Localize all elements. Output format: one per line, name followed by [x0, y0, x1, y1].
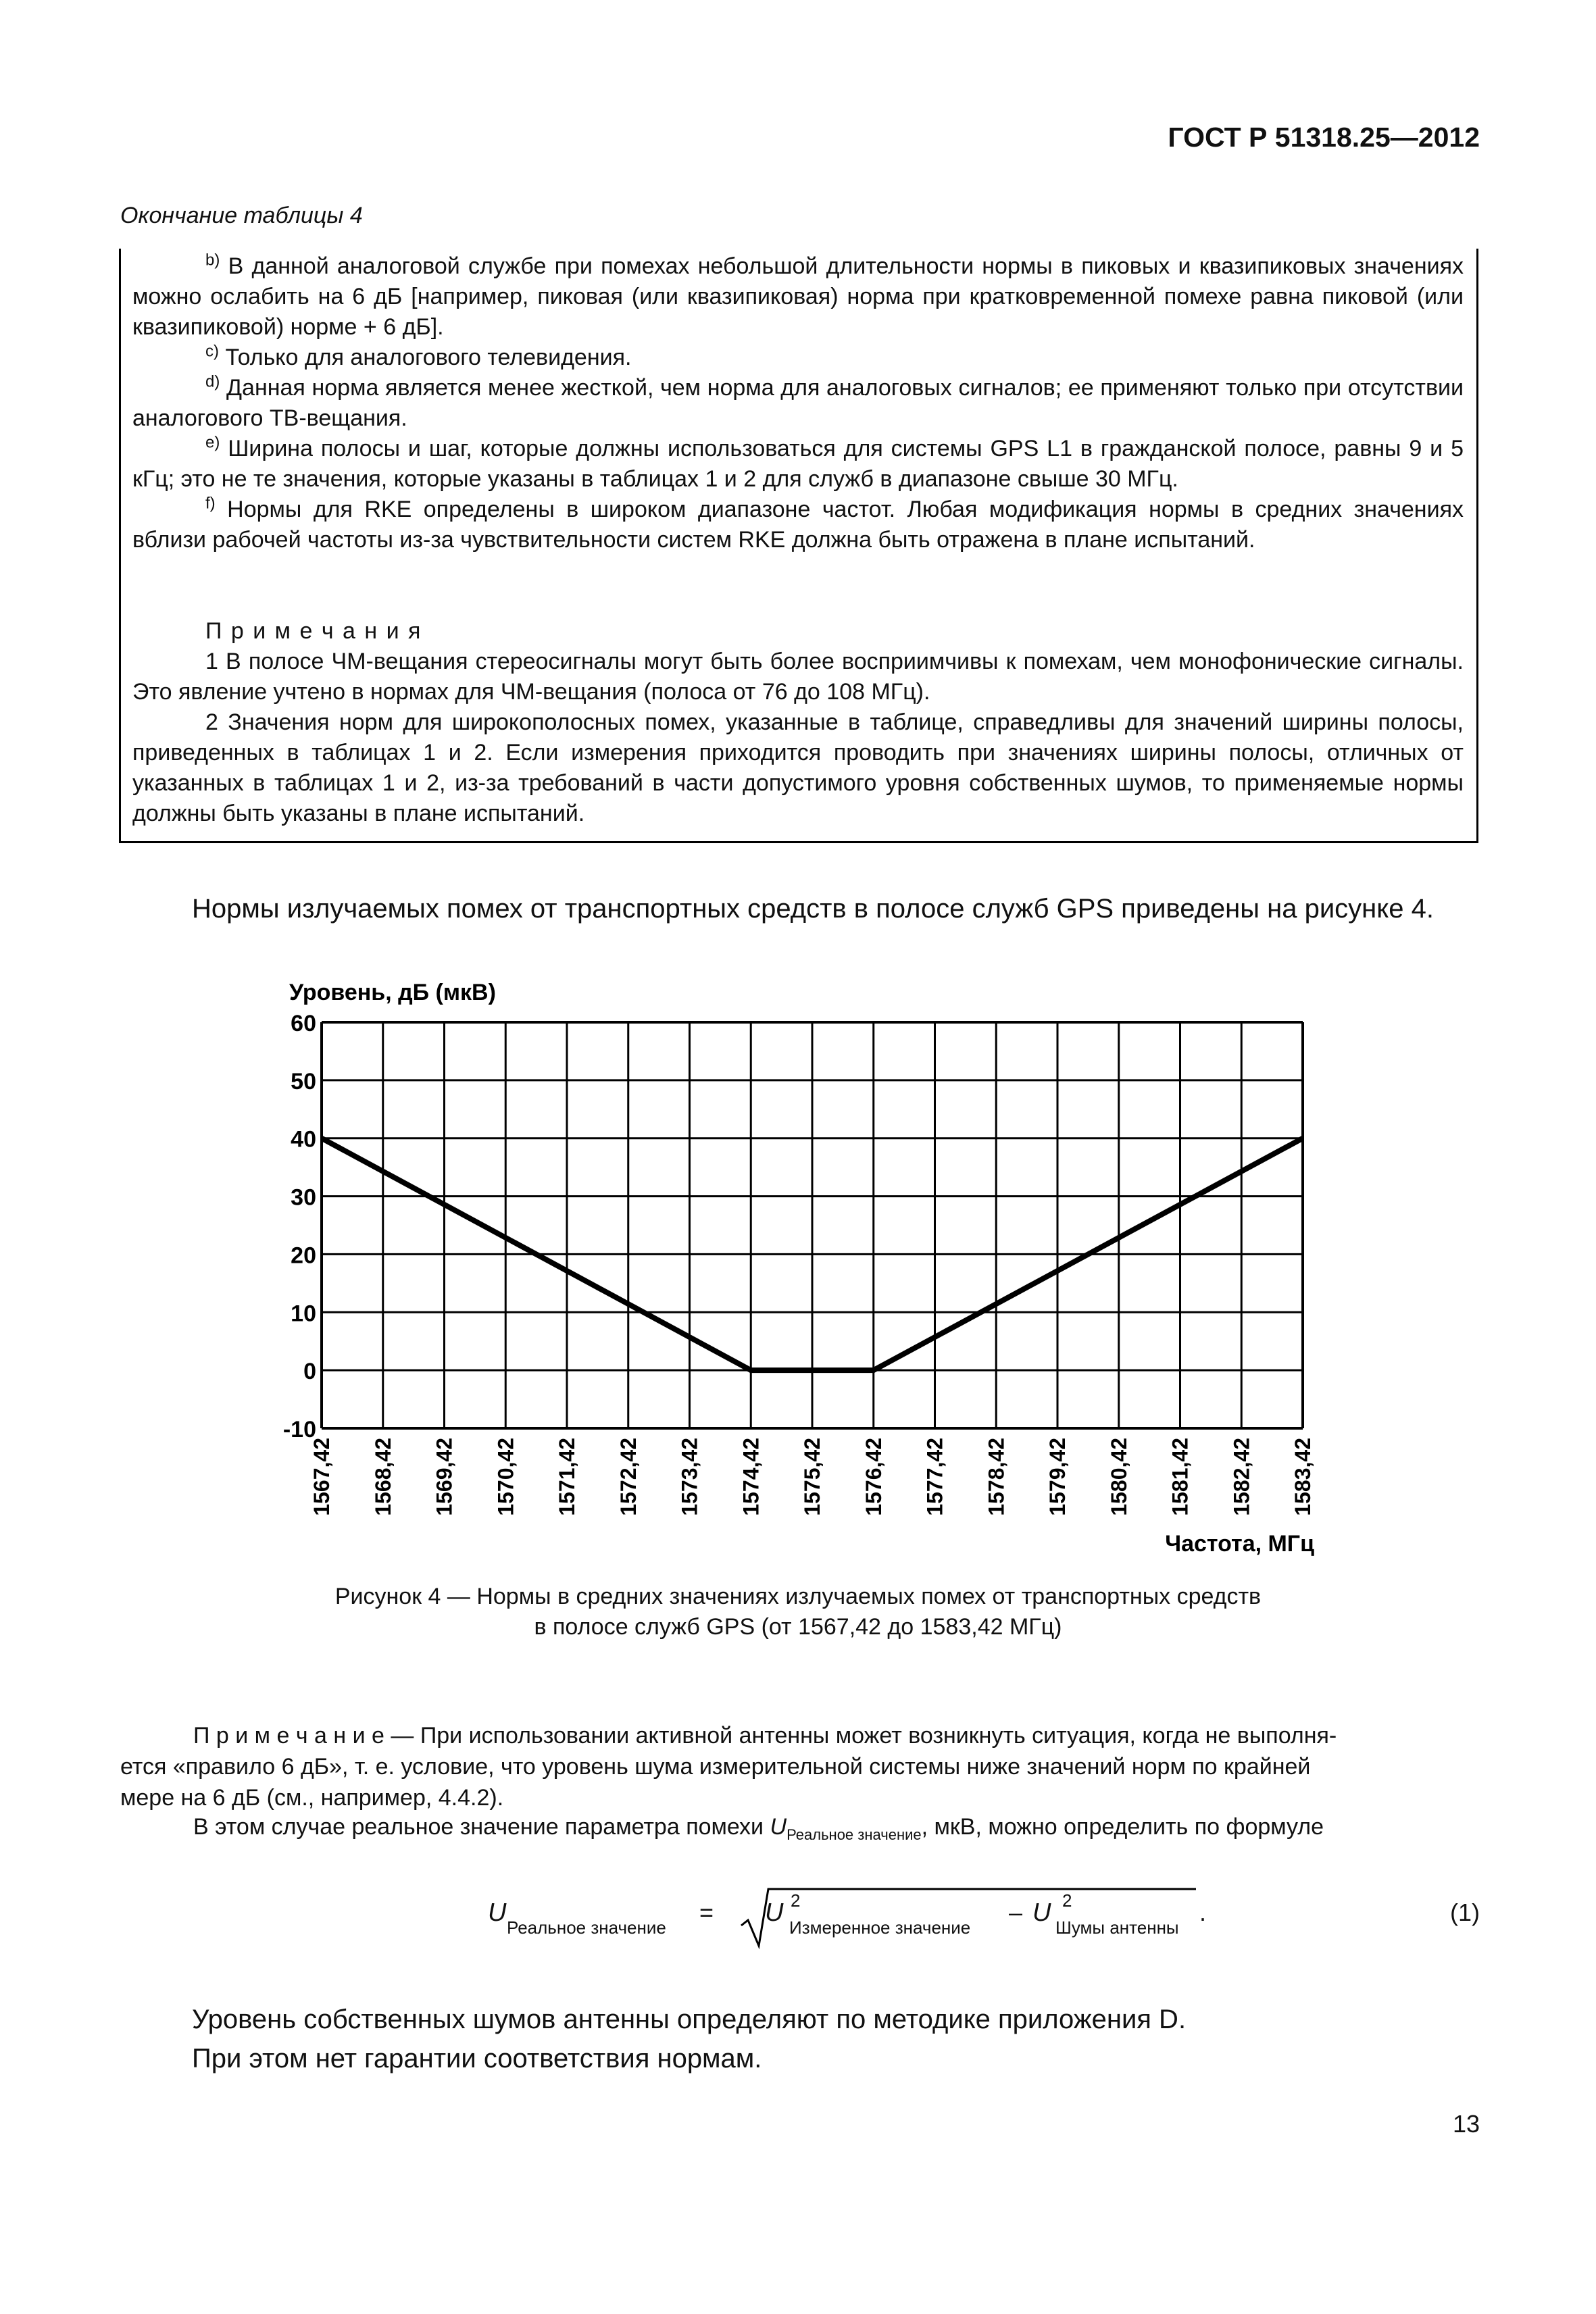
x-tick-label: 1572,42 — [616, 1438, 641, 1516]
x-tick-label: 1578,42 — [984, 1438, 1009, 1516]
closing-line-2: При этом нет гарантии соответствия нормам. — [192, 2044, 762, 2073]
x-tick-label: 1568,42 — [370, 1438, 395, 1516]
formula-lhs-sub: Реальное значение — [507, 1917, 666, 1938]
chart-grid — [322, 1022, 1303, 1428]
x-tick-label: 1580,42 — [1106, 1438, 1131, 1516]
formula-term1-sub: Измеренное значение — [789, 1917, 971, 1938]
formula-minus: – — [1009, 1898, 1023, 1926]
y-tick-labels — [283, 1011, 316, 1442]
y-tick-label: 50 — [291, 1068, 316, 1095]
x-axis-label: Частота, МГц — [1165, 1531, 1314, 1557]
x-tick-label: 1567,42 — [309, 1438, 334, 1516]
closing-text — [192, 2000, 1476, 2078]
note-2: 2 Значения норм для широкополосных помех, указанные в таблице, справедливы для значений ширины полосы, приведенных в таблицах 1 и 2. Если измерения приходится проводить при значениях ширины полосы, отличных от указанных в таблицах 1 и 2, из-за требований в части допустимого уровня собственных шумов, то применяемые нормы должны быть указаны в плане испытаний. — [132, 709, 1464, 826]
x-tick-label: 1582,42 — [1229, 1438, 1254, 1516]
y-tick-label: 60 — [291, 1011, 316, 1036]
x-tick-label: 1571,42 — [555, 1438, 579, 1516]
note-line-1: П р и м е ч а н и е — При использовании активной антенны может возникнуть ситуация, когда не выполня- — [193, 1723, 1337, 1749]
x-tick-label: 1583,42 — [1291, 1438, 1315, 1516]
formula-term2-sup: 2 — [1062, 1890, 1072, 1911]
formula-number: (1) — [1450, 1898, 1480, 1926]
y-axis-label: Уровень, дБ (мкВ) — [289, 980, 496, 1005]
table-continuation-label: Окончание таблицы 4 — [120, 203, 363, 228]
note-line-3: мере на 6 дБ (см., например, 4.4.2). — [120, 1785, 504, 1811]
intro-text: Нормы излучаемых помех от транспортных средств в полосе служб GPS приведены на рисунке 4. — [192, 894, 1434, 924]
closing-line-1: Уровень собственных шумов антенны определяют по методике приложения D. — [192, 2005, 1187, 2034]
x-tick-label: 1579,42 — [1045, 1438, 1070, 1516]
footnote-d: $^{d)}$ Данная норма является менее жесткой, чем норма для аналоговых сигналов; ее применяют только при отсутствии аналогового ТВ-вещания. — [132, 372, 1464, 431]
x-tick-label: 1570,42 — [493, 1438, 518, 1516]
x-tick-label: 1569,42 — [432, 1438, 457, 1516]
x-tick-label: 1577,42 — [922, 1438, 947, 1516]
y-tick-label: 20 — [291, 1242, 316, 1269]
formula-1 — [0, 1878, 1596, 1966]
figure-caption-line-1: Рисунок 4 — Нормы в средних значениях излучаемых помех от транспортных средств — [334, 1584, 1262, 1609]
y-tick-label: 0 — [303, 1359, 316, 1385]
x-tick-label: 1574,42 — [739, 1438, 764, 1516]
y-tick-label: 10 — [291, 1301, 316, 1327]
document-code: ГОСТ Р 51318.25—2012 — [1168, 122, 1480, 153]
x-tick-label: 1581,42 — [1168, 1438, 1193, 1516]
x-tick-label: 1575,42 — [800, 1438, 824, 1516]
notes-heading: П р и м е ч а н и я — [205, 618, 422, 644]
formula-equals: = — [699, 1898, 714, 1926]
formula-period: . — [1199, 1898, 1207, 1926]
footnote-c: $^{c)}$ Только для аналогового телевидения. — [205, 342, 632, 370]
figure-caption-line-2: в полосе служб GPS (от 1567,42 до 1583,42 МГц) — [534, 1614, 1062, 1640]
formula-term2-sub: Шумы антенны — [1055, 1917, 1179, 1938]
x-tick-label: 1576,42 — [861, 1438, 886, 1516]
page-number: 13 — [1452, 2110, 1480, 2138]
y-tick-label: -10 — [282, 1417, 316, 1442]
x-tick-label: 1573,42 — [677, 1438, 702, 1516]
footnote-b: $^{b)}$ В данной аналоговой службе при помехах небольшой длительности нормы в пиковых и квазипиковых значениях можно ослабить на 6 дБ [например, пиковая (или квазипиковая) норма при кратковременной помехе равна пиковой (или квазипиковой) норме + 6 дБ]. — [132, 251, 1464, 340]
x-tick-labels — [309, 1438, 1315, 1516]
formula-lhs-var: U — [488, 1898, 507, 1927]
note-paragraph — [120, 1720, 1480, 1813]
footnote-e: $^{e)}$ Ширина полосы и шаг, которые должны использоваться для системы GPS L1 в гражданской полосе, равны 9 и 5 кГц; это не те значения, которые указаны в таблицах 1 и 2 для служб в диапазоне свыше 30 МГц. — [132, 433, 1464, 492]
y-tick-label: 30 — [291, 1184, 316, 1211]
formula-term1-sup: 2 — [791, 1890, 801, 1911]
sqrt-symbol — [740, 1878, 1206, 1953]
figure-caption — [203, 1582, 1393, 1642]
note-1: 1 В полосе ЧМ-вещания стереосигналы могут быть более восприимчивы к помехам, чем монофонические сигналы. Это явление учтено в нормах для ЧМ-вещания (полоса от 76 до 108 МГц). — [132, 649, 1464, 705]
note-line-2: ется «правило 6 дБ», т. е. условие, что уровень шума измерительной системы ниже значений норм по крайней — [120, 1754, 1311, 1780]
footnote-f: $^{f)}$ Нормы для RKE определены в широком диапазоне частот. Любая модификация нормы в средних значениях вблизи рабочей частоты из-за чувствительности систем RKE должна быть отражена в плане испытаний. — [132, 494, 1464, 553]
formula-term1-var: U — [765, 1898, 784, 1927]
formula-term2-var: U — [1032, 1898, 1051, 1927]
y-tick-label: 40 — [291, 1126, 316, 1153]
formula-intro: В этом случае реальное значение параметра помехи $U_{Реальное значение}$, мкВ, можно определить по формуле — [193, 1814, 1324, 1843]
